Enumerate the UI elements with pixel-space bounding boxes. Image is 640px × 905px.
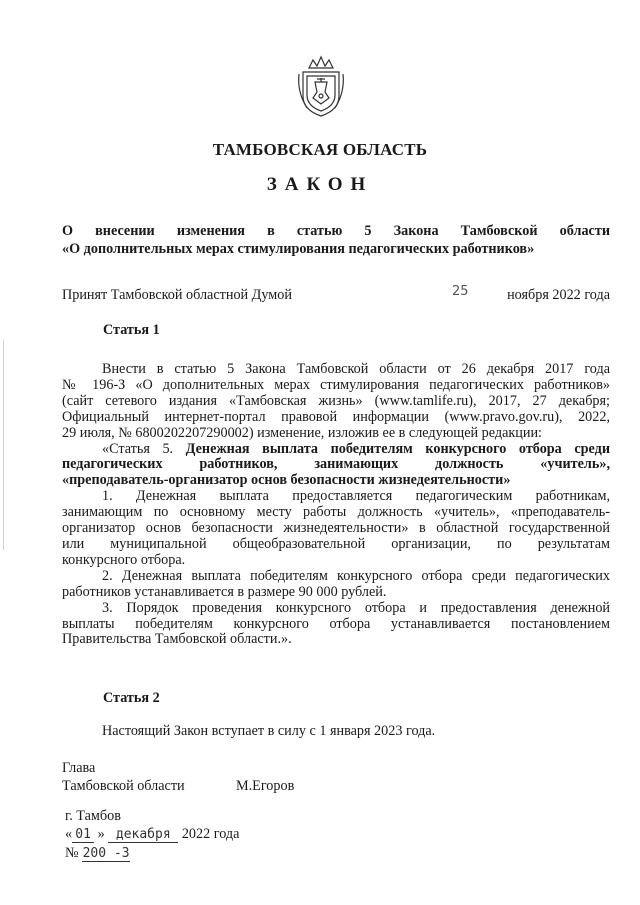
article-2-text: Настоящий Закон вступает в силу с 1 января 2023 года. (102, 723, 436, 739)
text-line: конкурсного отбора. (62, 552, 186, 568)
signatory-name: М.Егоров (236, 778, 295, 794)
text-line: выплаты победителям конкурсного отбора устанавливается постановлением (62, 616, 610, 632)
date-quote-close: » (97, 826, 105, 842)
article-2-heading: Статья 2 (103, 690, 160, 706)
signing-date (65, 826, 239, 843)
quote-title-line: педагогических работников, занимающих должность «учитель», (62, 457, 610, 473)
date-month: декабря (108, 828, 178, 843)
adoption-line (62, 284, 610, 305)
date-quote-open: « (65, 826, 73, 842)
article-1-heading: Статья 1 (103, 322, 160, 338)
text-line: или муниципальной общеобразовательной организации, по результатам (62, 536, 610, 552)
city: г. Тамбов (65, 808, 121, 824)
quote-title: Денежная выплата победителям конкурсного отбора среди (185, 441, 610, 457)
text-line: 3. Порядок проведения конкурсного отбора и предоставления денежной (102, 600, 610, 616)
signatory-title-1: Глава (62, 760, 96, 776)
law-number (65, 845, 130, 862)
text-line: Внести в статью 5 Закона Тамбовской области от 26 декабря 2017 года (102, 362, 610, 377)
signatory-title-2: Тамбовской области (62, 778, 185, 794)
text-line: занимающим по основному месту работы должность «учитель», «преподаватель- (62, 505, 610, 521)
text-line: № 196-З «О дополнительных мерах стимулирования педагогических работников» (62, 377, 610, 393)
quote-start: «Статья 5. (102, 441, 174, 457)
text-line: Официальный интернет-портал правовой информации (www.pravo.gov.ru), 2022, (62, 409, 610, 425)
number-value: 200 -3 (82, 846, 130, 861)
tambov-coat-of-arms-icon (295, 52, 347, 118)
law-subject (62, 222, 610, 258)
text-line: 1. Денежная выплата предоставляется педагогическим работникам, (102, 489, 610, 505)
document-type-title: ЗАКОН (266, 174, 374, 195)
quote-line (62, 442, 610, 458)
quote-title-line: «преподаватель-организатор основ безопасности жизнедеятельности» (62, 473, 511, 489)
date-year: 2022 года (181, 826, 240, 842)
text-line: работников устанавливается в размере 90 000 рублей. (62, 584, 387, 600)
article-1-intro (62, 362, 610, 648)
subject-line: «О дополнительных мерах стимулирования педагогических работников» (62, 241, 535, 257)
text-line: организатор основ безопасности жизнедеятельности» в областной государственной (62, 521, 610, 537)
text-line: 29 июля, № 6800202207290002) изменение, изложив ее в следующей редакции: (62, 425, 542, 441)
number-prefix: № (65, 845, 79, 861)
adoption-label: Принят Тамбовской областной Думой (62, 287, 292, 303)
adoption-day: 25 (452, 284, 469, 299)
region-title: ТАМБОВСКАЯ ОБЛАСТЬ (212, 140, 428, 159)
subject-line: О внесении изменения в статью 5 Закона Тамбовской области (62, 223, 610, 239)
text-line: Правительства Тамбовской области.». (62, 632, 292, 648)
date-day: 01 (72, 828, 94, 843)
text-line: 2. Денежная выплата победителям конкурсного отбора среди педагогических (102, 568, 610, 584)
scan-edge-mark (3, 340, 4, 550)
text-line: (сайт сетевого издания «Тамбовская жизнь» (www.tamlife.ru), 2017, 27 декабря; (62, 393, 610, 409)
adoption-month-year: ноября 2022 года (507, 287, 610, 303)
